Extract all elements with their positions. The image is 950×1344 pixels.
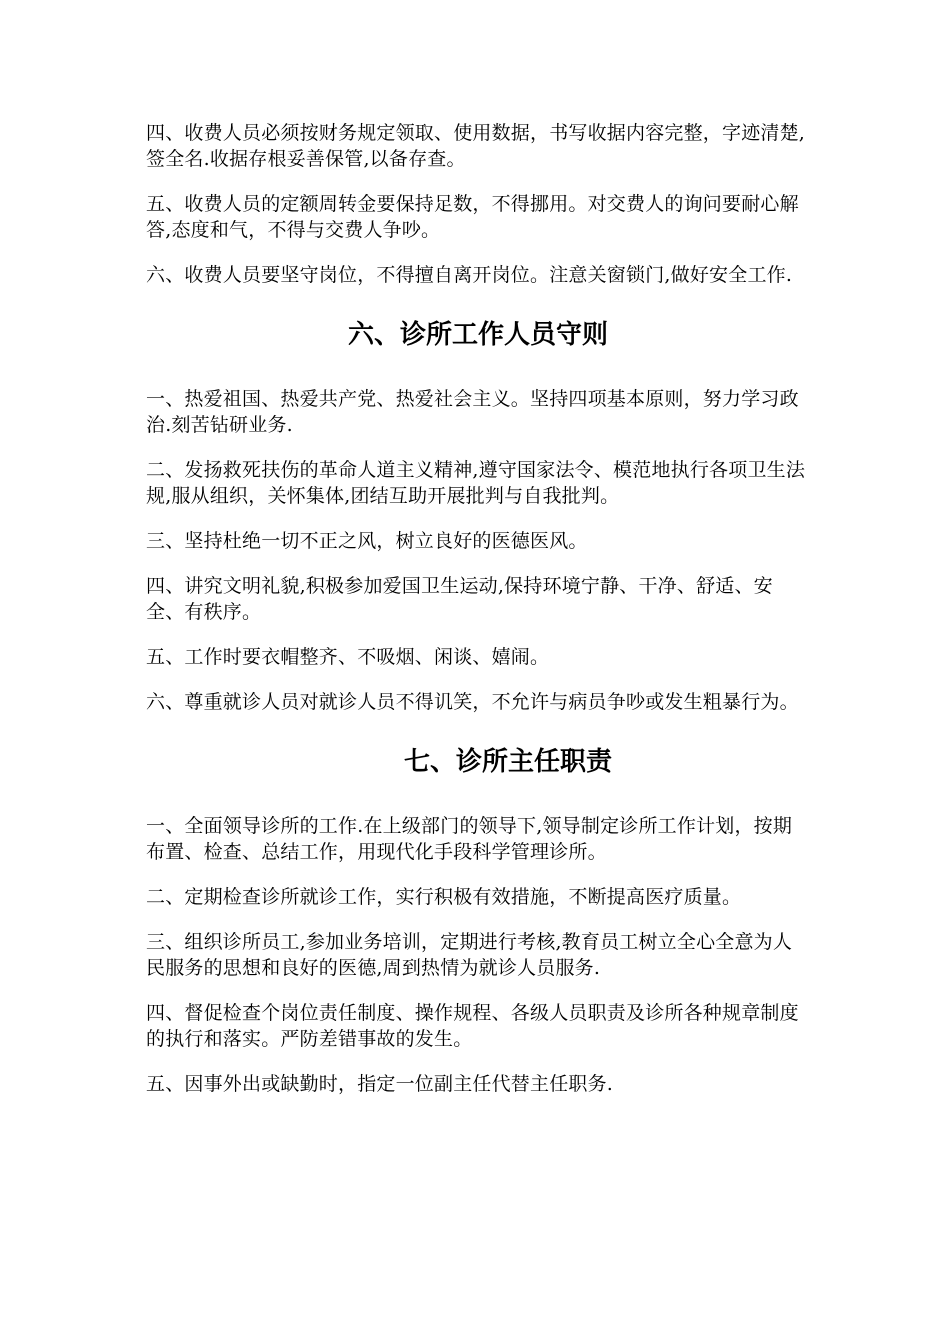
- paragraph-7-4: 四、督促检查个岗位责任制度、操作规程、各级人员职责及诊所各种规章制度的执行和落实。严防差错事故的发生。: [146, 1002, 799, 1050]
- paragraph-5-6: 六、收费人员要坚守岗位，不得擅自离开岗位。注意关窗锁门,做好安全工作.: [146, 264, 793, 286]
- paragraph-5-4: 四、收费人员必须按财务规定领取、使用数据，书写收据内容完整，字迹清楚,签全名.收据存根妥善保管,以备存查。: [146, 122, 806, 170]
- paragraph-5-5: 五、收费人员的定额周转金要保持足数，不得挪用。对交费人的询问要耐心解答,态度和气，不得与交费人争吵。: [146, 193, 799, 241]
- paragraph-7-3: 三、组织诊所员工,参加业务培训，定期进行考核,教育员工树立全心全意为人民服务的思想和良好的医德,周到热情为就诊人员服务.: [146, 931, 793, 979]
- section-6-title: 六、诊所工作人员守则: [347, 320, 608, 350]
- paragraph-7-2: 二、定期检查诊所就诊工作，实行积极有效措施，不断提高医疗质量。: [146, 886, 742, 908]
- paragraph-7-1: 一、全面领导诊所的工作.在上级部门的领导下,领导制定诊所工作计划，按期布置、检查、总结工作，用现代化手段科学管理诊所。: [146, 815, 793, 863]
- section-7-title: 七、诊所主任职责: [403, 747, 612, 777]
- paragraph-6-5: 五、工作时要衣帽整齐、不吸烟、闲谈、嬉闹。: [146, 646, 550, 668]
- paragraph-6-4: 四、讲究文明礼貌,积极参加爱国卫生运动,保持环境宁静、干净、舒适、安全、有秩序。: [146, 575, 773, 623]
- paragraph-6-1: 一、热爱祖国、热爱共产党、热爱社会主义。坚持四项基本原则，努力学习政治.刻苦钻研业务.: [146, 388, 799, 436]
- paragraph-6-2: 二、发扬救死扶伤的革命人道主义精神,遵守国家法令、模范地执行各项卫生法规,服从组织，关怀集体,团结互助开展批判与自我批判。: [146, 459, 806, 507]
- document-page: [146, 120, 810, 1116]
- paragraph-6-6: 六、尊重就诊人员对就诊人员不得讥笑，不允许与病员争吵或发生粗暴行为。: [146, 691, 799, 713]
- paragraph-7-5: 五、因事外出或缺勤时，指定一位副主任代替主任职务.: [146, 1073, 614, 1095]
- paragraph-6-3: 三、坚持杜绝一切不正之风，树立良好的医德医风。: [146, 530, 588, 552]
